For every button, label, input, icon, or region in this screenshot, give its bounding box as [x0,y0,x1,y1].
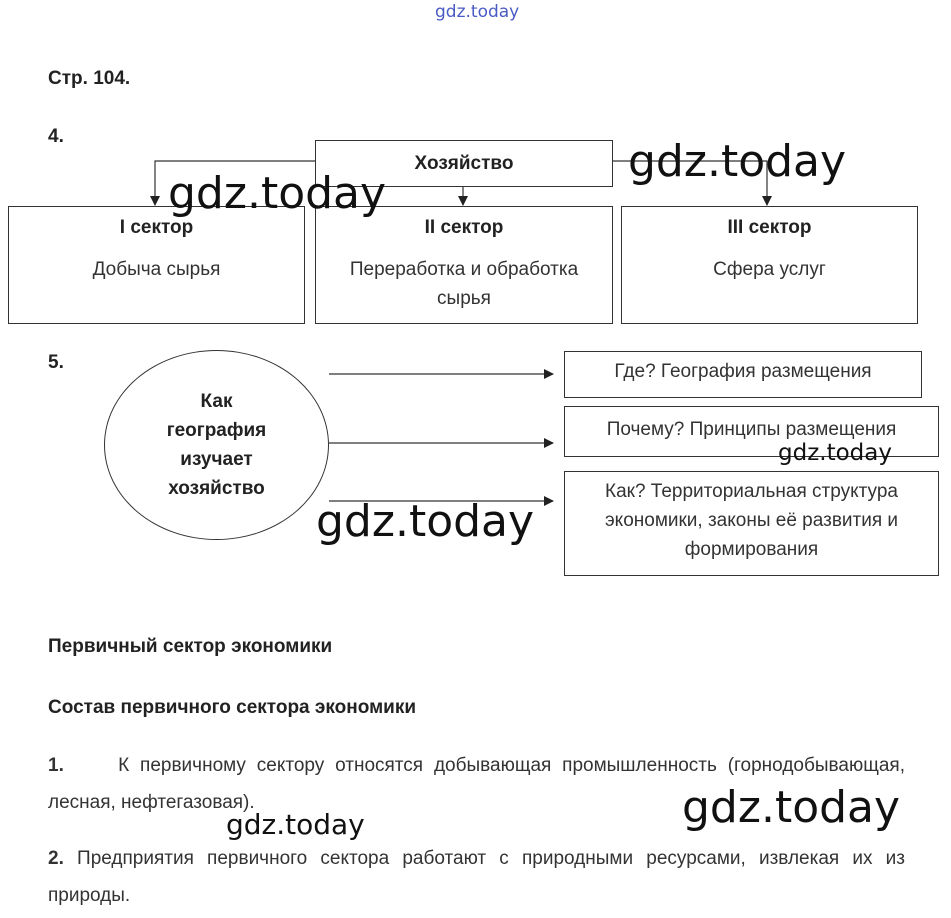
page-reference: Стр. 104. [48,68,131,89]
paragraph-1 [48,747,905,821]
task5-number: 5. [48,352,64,373]
question-box-why: Почему? Принципы размещения [564,406,939,457]
watermark-4: gdz.today [316,496,535,547]
sector-2-body: Переработка и обработка сырья [349,259,579,309]
sector-box-3 [621,206,918,324]
paragraph-2-text: Предприятия первичного сектора работают с природными ресурсами, извлекая их из природы. [48,848,905,906]
watermark-2: gdz.today [628,136,847,187]
question-box-where: Где? География размещения [564,351,922,398]
paragraph-2-number: 2. [48,848,64,869]
section-title: Первичный сектор экономики [48,636,333,657]
sector-box-2 [315,206,613,324]
paragraph-2 [48,840,905,914]
sector-3-body: Сфера услуг [713,259,826,280]
watermark-5: gdz.today [682,782,901,833]
economy-root-box [315,140,613,187]
task4-number: 4. [48,126,64,147]
sector-2-title: II сектор [424,217,504,238]
watermark-1: gdz.today [168,168,387,219]
paragraph-1-text: К первичному сектору относятся добывающая промышленность (горнодобывающая, лесная, нефтегазовая). [48,755,905,813]
header-watermark: gdz.today [435,2,520,22]
geography-circle-label: Как география изучает хозяйство [166,391,267,499]
geography-circle [104,350,329,540]
question-box-how: Как? Территориальная структура экономики, законы её развития и формирования [564,471,939,576]
sector-box-1 [8,206,305,324]
sector-1-body: Добыча сырья [92,259,221,280]
watermark-3: gdz.today [778,440,892,466]
paragraph-1-number: 1. [48,755,64,776]
economy-root-label: Хозяйство [414,153,514,174]
subsection-title: Состав первичного сектора экономики [48,697,417,718]
watermark-6: gdz.today [226,808,365,841]
sector-3-title: III сектор [727,217,812,238]
sector-1-title: I сектор [119,217,194,238]
